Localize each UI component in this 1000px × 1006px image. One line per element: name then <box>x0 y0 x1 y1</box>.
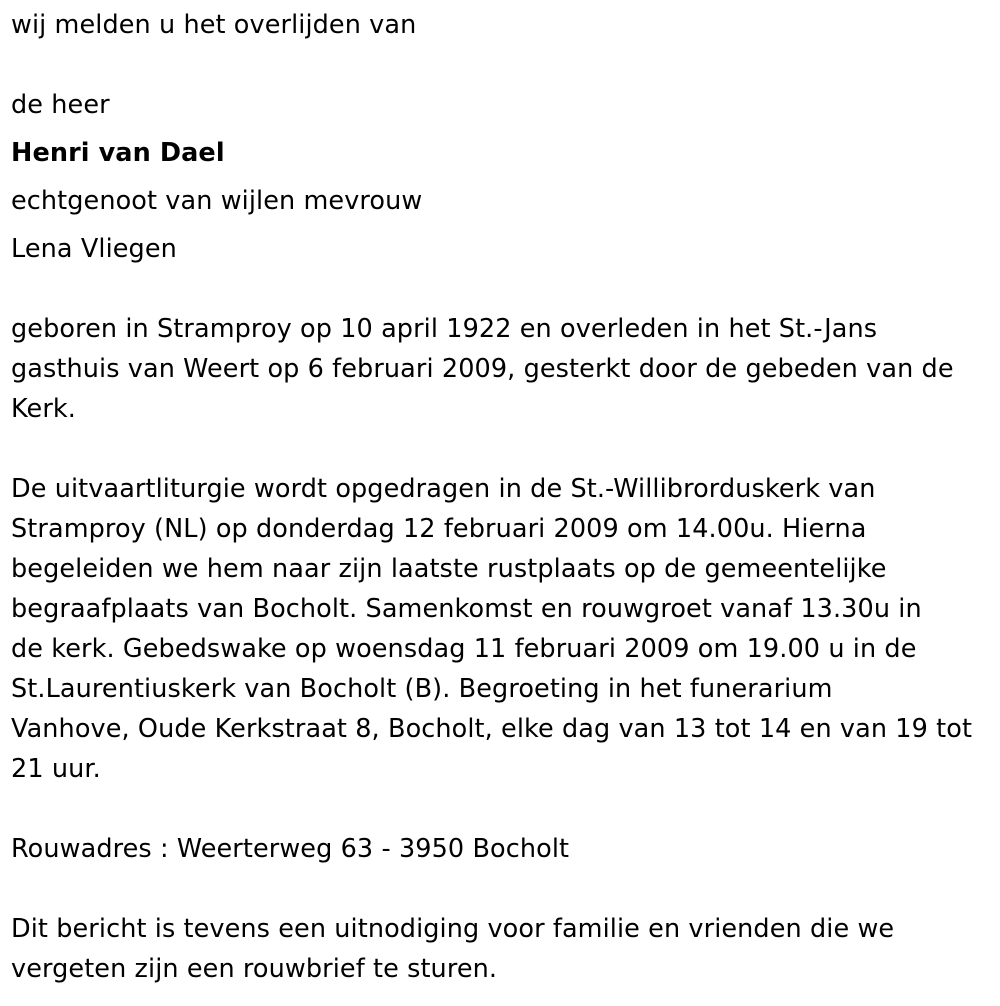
spacer <box>11 869 996 909</box>
paragraph-line: de kerk. Gebedswake op woensdag 11 februari 2009 om 19.00 u in de <box>11 634 917 664</box>
spouse-line-1: echtgenoot van wijlen mevrouw <box>11 186 423 216</box>
paragraph-line: 21 uur. <box>11 754 101 784</box>
birth-death-paragraph <box>11 309 996 429</box>
paragraph-line: gasthuis van Weert op 6 februari 2009, gesterkt door de gebeden van de <box>11 354 954 384</box>
paragraph-line: St.Laurentiuskerk van Bocholt (B). Begroeting in het funerarium <box>11 674 833 704</box>
paragraph-line: begeleiden we hem naar zijn laatste rustplaats op de gemeentelijke <box>11 554 887 584</box>
paragraph-line: Stramproy (NL) op donderdag 12 februari 2009 om 14.00u. Hierna <box>11 514 867 544</box>
paragraph-line: begraafplaats van Bocholt. Samenkomst en rouwgroet vanaf 13.30u in <box>11 594 922 624</box>
spacer <box>11 45 996 85</box>
honorific: de heer <box>11 90 110 120</box>
paragraph-line: Dit bericht is tevens een uitnodiging voor familie en vrienden die we <box>11 914 895 944</box>
spacer <box>11 429 996 469</box>
paragraph-line: De uitvaartliturgie wordt opgedragen in de St.-Willibrorduskerk van <box>11 474 876 504</box>
spouse-name: Lena Vliegen <box>11 234 177 264</box>
spacer <box>11 789 996 829</box>
invitation-paragraph <box>11 909 996 989</box>
paragraph-line: vergeten zijn een rouwbrief te sturen. <box>11 954 498 984</box>
funeral-paragraph <box>11 469 996 789</box>
paragraph-line: Kerk. <box>11 394 76 424</box>
spacer <box>11 269 996 309</box>
paragraph-line: geboren in Stramproy op 10 april 1922 en overleden in het St.-Jans <box>11 314 878 344</box>
mourning-address: Rouwadres : Weerterweg 63 - 3950 Bocholt <box>11 834 570 864</box>
death-notice <box>11 0 996 989</box>
intro-text: wij melden u het overlijden van <box>11 10 417 40</box>
deceased-name: Henri van Dael <box>11 138 225 168</box>
paragraph-line: Vanhove, Oude Kerkstraat 8, Bocholt, elke dag van 13 tot 14 en van 19 tot <box>11 714 973 744</box>
